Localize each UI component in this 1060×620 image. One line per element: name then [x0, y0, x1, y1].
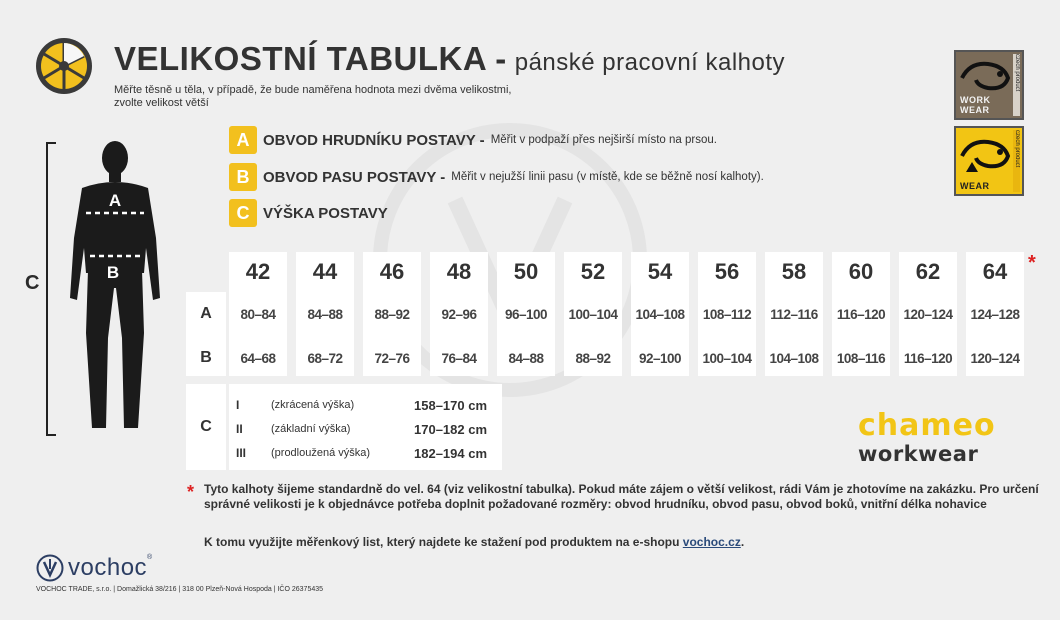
size-value-a: 124–128 — [966, 300, 1024, 328]
height-row — [236, 442, 487, 464]
size-value-a: 88–92 — [363, 300, 421, 328]
size-value-b: 100–104 — [698, 344, 756, 372]
size-header: 42 — [229, 252, 287, 292]
size-header: 58 — [765, 252, 823, 292]
size-value-b: 108–116 — [832, 344, 890, 372]
title-subtitle: pánské pracovní kalhoty — [514, 49, 786, 76]
clap-wear-badge — [954, 126, 1024, 196]
size-value-a: 84–88 — [296, 300, 354, 328]
height-row — [236, 418, 487, 440]
height-label: C — [25, 272, 40, 294]
chameo-tagline: workwear — [858, 442, 979, 466]
clap-workwear-badge — [954, 50, 1024, 120]
legend-row-a — [229, 126, 717, 154]
note-asterisk: * — [187, 482, 195, 502]
size-header: 54 — [631, 252, 689, 292]
row-label-b: B — [186, 344, 226, 372]
size-value-a: 108–112 — [698, 300, 756, 328]
figure-label-a: A — [108, 191, 122, 210]
size-header: 46 — [363, 252, 421, 292]
size-value-b: 104–108 — [765, 344, 823, 372]
legend-row-c — [229, 199, 388, 227]
size-header: 64 — [966, 252, 1024, 292]
size-header: 62 — [899, 252, 957, 292]
size-value-b: 116–120 — [899, 344, 957, 372]
vochoc-reg: ® — [147, 554, 153, 561]
figure-label-b: B — [106, 263, 120, 282]
note-last-prefix: K tomu využijte měřenkový list, který najdete ke stažení pod produktem na e-shopu — [204, 535, 680, 549]
legend-desc: Měřit v nejužší linii pasu (v místě, kde se běžně nosí kalhoty). — [451, 171, 764, 183]
size-value-b: 120–124 — [966, 344, 1024, 372]
vochoc-brand: vochoc — [68, 554, 148, 581]
size-value-a: 100–104 — [564, 300, 622, 328]
size-header: 44 — [296, 252, 354, 292]
size-value-b: 84–88 — [497, 344, 555, 372]
badge-side-text: czech product — [1013, 130, 1020, 192]
note-last-suffix: . — [740, 535, 745, 549]
legend-desc: Měřit v podpaží přes nejširší místo na prsou. — [490, 134, 717, 146]
height-row — [236, 394, 487, 416]
size-value-a: 116–120 — [832, 300, 890, 328]
height-desc: (prodloužená výška) — [271, 447, 371, 459]
size-value-b: 72–76 — [363, 344, 421, 372]
height-row-label: C — [186, 384, 226, 470]
legend-letter: B — [229, 163, 257, 191]
size-value-a: 96–100 — [497, 300, 555, 328]
height-roman: I — [236, 398, 240, 412]
legend-letter: C — [229, 199, 257, 227]
height-roman: III — [236, 446, 247, 460]
size-header: 56 — [698, 252, 756, 292]
height-range: 158–170 cm — [414, 397, 488, 413]
title-main: VELIKOSTNÍ TABULKA — [114, 40, 488, 77]
size-value-b: 68–72 — [296, 344, 354, 372]
size-value-b: 92–100 — [631, 344, 689, 372]
chameleon-icon — [958, 132, 1014, 176]
page-title — [114, 40, 785, 78]
note-text: Tyto kalhoty šijeme standardně do vel. 64 (viz velikostní tabulka). Pokud máte zájem o větší velikost, rádi Vám je zhotovíme na zakázku. Pro určení správné velikosti je k objednávce potřeba doplnit požadované rozměry: obvod hrudníku, obvod pasu, obvod boků, vnitřní délka nohavice — [204, 482, 1039, 511]
size-header: 60 — [832, 252, 890, 292]
size-value-a: 80–84 — [229, 300, 287, 328]
vochoc-icon — [36, 554, 64, 582]
size-value-a: 104–108 — [631, 300, 689, 328]
height-desc: (zkrácená výška) — [271, 399, 355, 411]
size-value-a: 112–116 — [765, 300, 823, 328]
height-desc: (základní výška) — [271, 423, 351, 435]
size-value-a: 92–96 — [430, 300, 488, 328]
badge-text: WEAR — [960, 181, 990, 191]
note-last-line — [204, 535, 744, 549]
height-range: 182–194 cm — [414, 445, 488, 461]
legend-name: OBVOD PASU POSTAVY - — [263, 168, 446, 186]
size-value-b: 64–68 — [229, 344, 287, 372]
height-bracket — [46, 142, 56, 436]
row-label-a: A — [186, 300, 226, 328]
wheel-logo-icon — [34, 36, 94, 96]
intro-text: Měřte těsně u těla, v případě, že bude naměřena hodnota mezi dvěma velikostmi, zvolte velikost větší — [114, 84, 512, 109]
size-header: 48 — [430, 252, 488, 292]
legend-letter: A — [229, 126, 257, 154]
legend-name: OBVOD HRUDNÍKU POSTAVY - — [263, 131, 485, 149]
size-header: 52 — [564, 252, 622, 292]
height-roman: II — [236, 422, 243, 436]
body-silhouette — [60, 138, 170, 438]
chameo-logo: chameo — [858, 408, 996, 443]
eshop-link[interactable]: vochoc.cz — [682, 535, 741, 549]
badge-text — [960, 95, 991, 115]
size-asterisk: * — [1028, 252, 1036, 274]
legend-row-b — [229, 163, 764, 191]
badge-side-text: czech product — [1013, 54, 1020, 116]
size-header: 50 — [497, 252, 555, 292]
company-address: VOCHOC TRADE, s.r.o. | Domažlická 38/216 | 318 00 Plzeň-Nová Hospoda | IČO 26375435 — [36, 586, 324, 593]
size-value-b: 88–92 — [564, 344, 622, 372]
size-value-b: 76–84 — [430, 344, 488, 372]
badge-line-wear: WEAR — [960, 105, 990, 115]
height-range: 170–182 cm — [414, 421, 488, 437]
legend-name: VÝŠKA POSTAVY — [263, 204, 388, 222]
vochoc-logo — [36, 554, 152, 582]
chameleon-icon — [958, 56, 1014, 96]
title-dash: - — [495, 40, 507, 77]
size-value-a: 120–124 — [899, 300, 957, 328]
badge-line-work: WORK — [960, 95, 991, 105]
